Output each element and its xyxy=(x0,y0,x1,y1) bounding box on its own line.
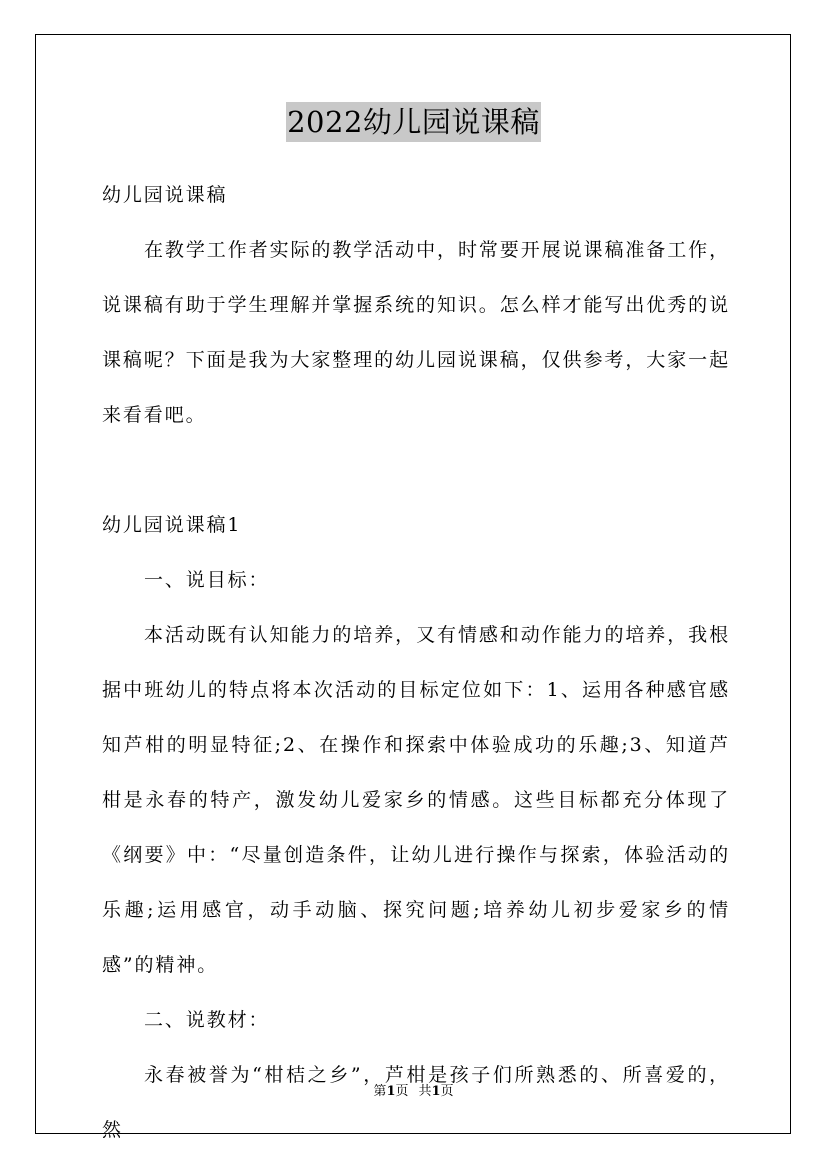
intro-paragraph: 在教学工作者实际的教学活动中，时常要开展说课稿准备工作，说课稿有助于学生理解并掌握系统的知识。怎么样才能写出优秀的说课稿呢？下面是我为大家整理的幼儿园说课稿，仅供参考，大家一起来看看吧。 xyxy=(102,239,730,426)
page-number: 1 xyxy=(386,1084,396,1099)
page-prefix: 第 xyxy=(373,1084,387,1099)
section-heading-1: 幼儿园说课稿1 xyxy=(102,514,242,536)
section-heading-intro: 幼儿园说课稿 xyxy=(102,184,228,206)
subheading-objectives: 一、说目标： xyxy=(144,569,270,591)
title-area xyxy=(0,102,827,142)
subheading-materials: 二、说教材： xyxy=(144,1009,270,1031)
materials-paragraph: 永春被誉为“柑桔之乡”，芦柑是孩子们所熟悉的、所喜爱的，然 xyxy=(102,1064,730,1141)
total-suffix: 页 xyxy=(440,1084,454,1099)
document-title: 2022幼儿园说课稿 xyxy=(286,102,541,142)
page-footer xyxy=(0,1083,827,1101)
total-pages: 1 xyxy=(431,1084,441,1099)
objectives-paragraph: 本活动既有认知能力的培养，又有情感和动作能力的培养，我根据中班幼儿的特点将本次活动的目标定位如下：1、运用各种感官感知芦柑的明显特征;2、在操作和探索中体验成功的乐趣;3、知道芦柑是永春的特产，激发幼儿爱家乡的情感。这些目标都充分体现了《纲要》中：“尽量创造条件，让幼儿进行操作与探索，体验活动的乐趣;运用感官，动手动脑、探究问题;培养幼儿初步爱家乡的情感”的精神。 xyxy=(102,624,730,976)
document-body xyxy=(102,168,730,1158)
total-prefix: 共 xyxy=(418,1084,432,1099)
page-suffix: 页 xyxy=(395,1084,409,1099)
